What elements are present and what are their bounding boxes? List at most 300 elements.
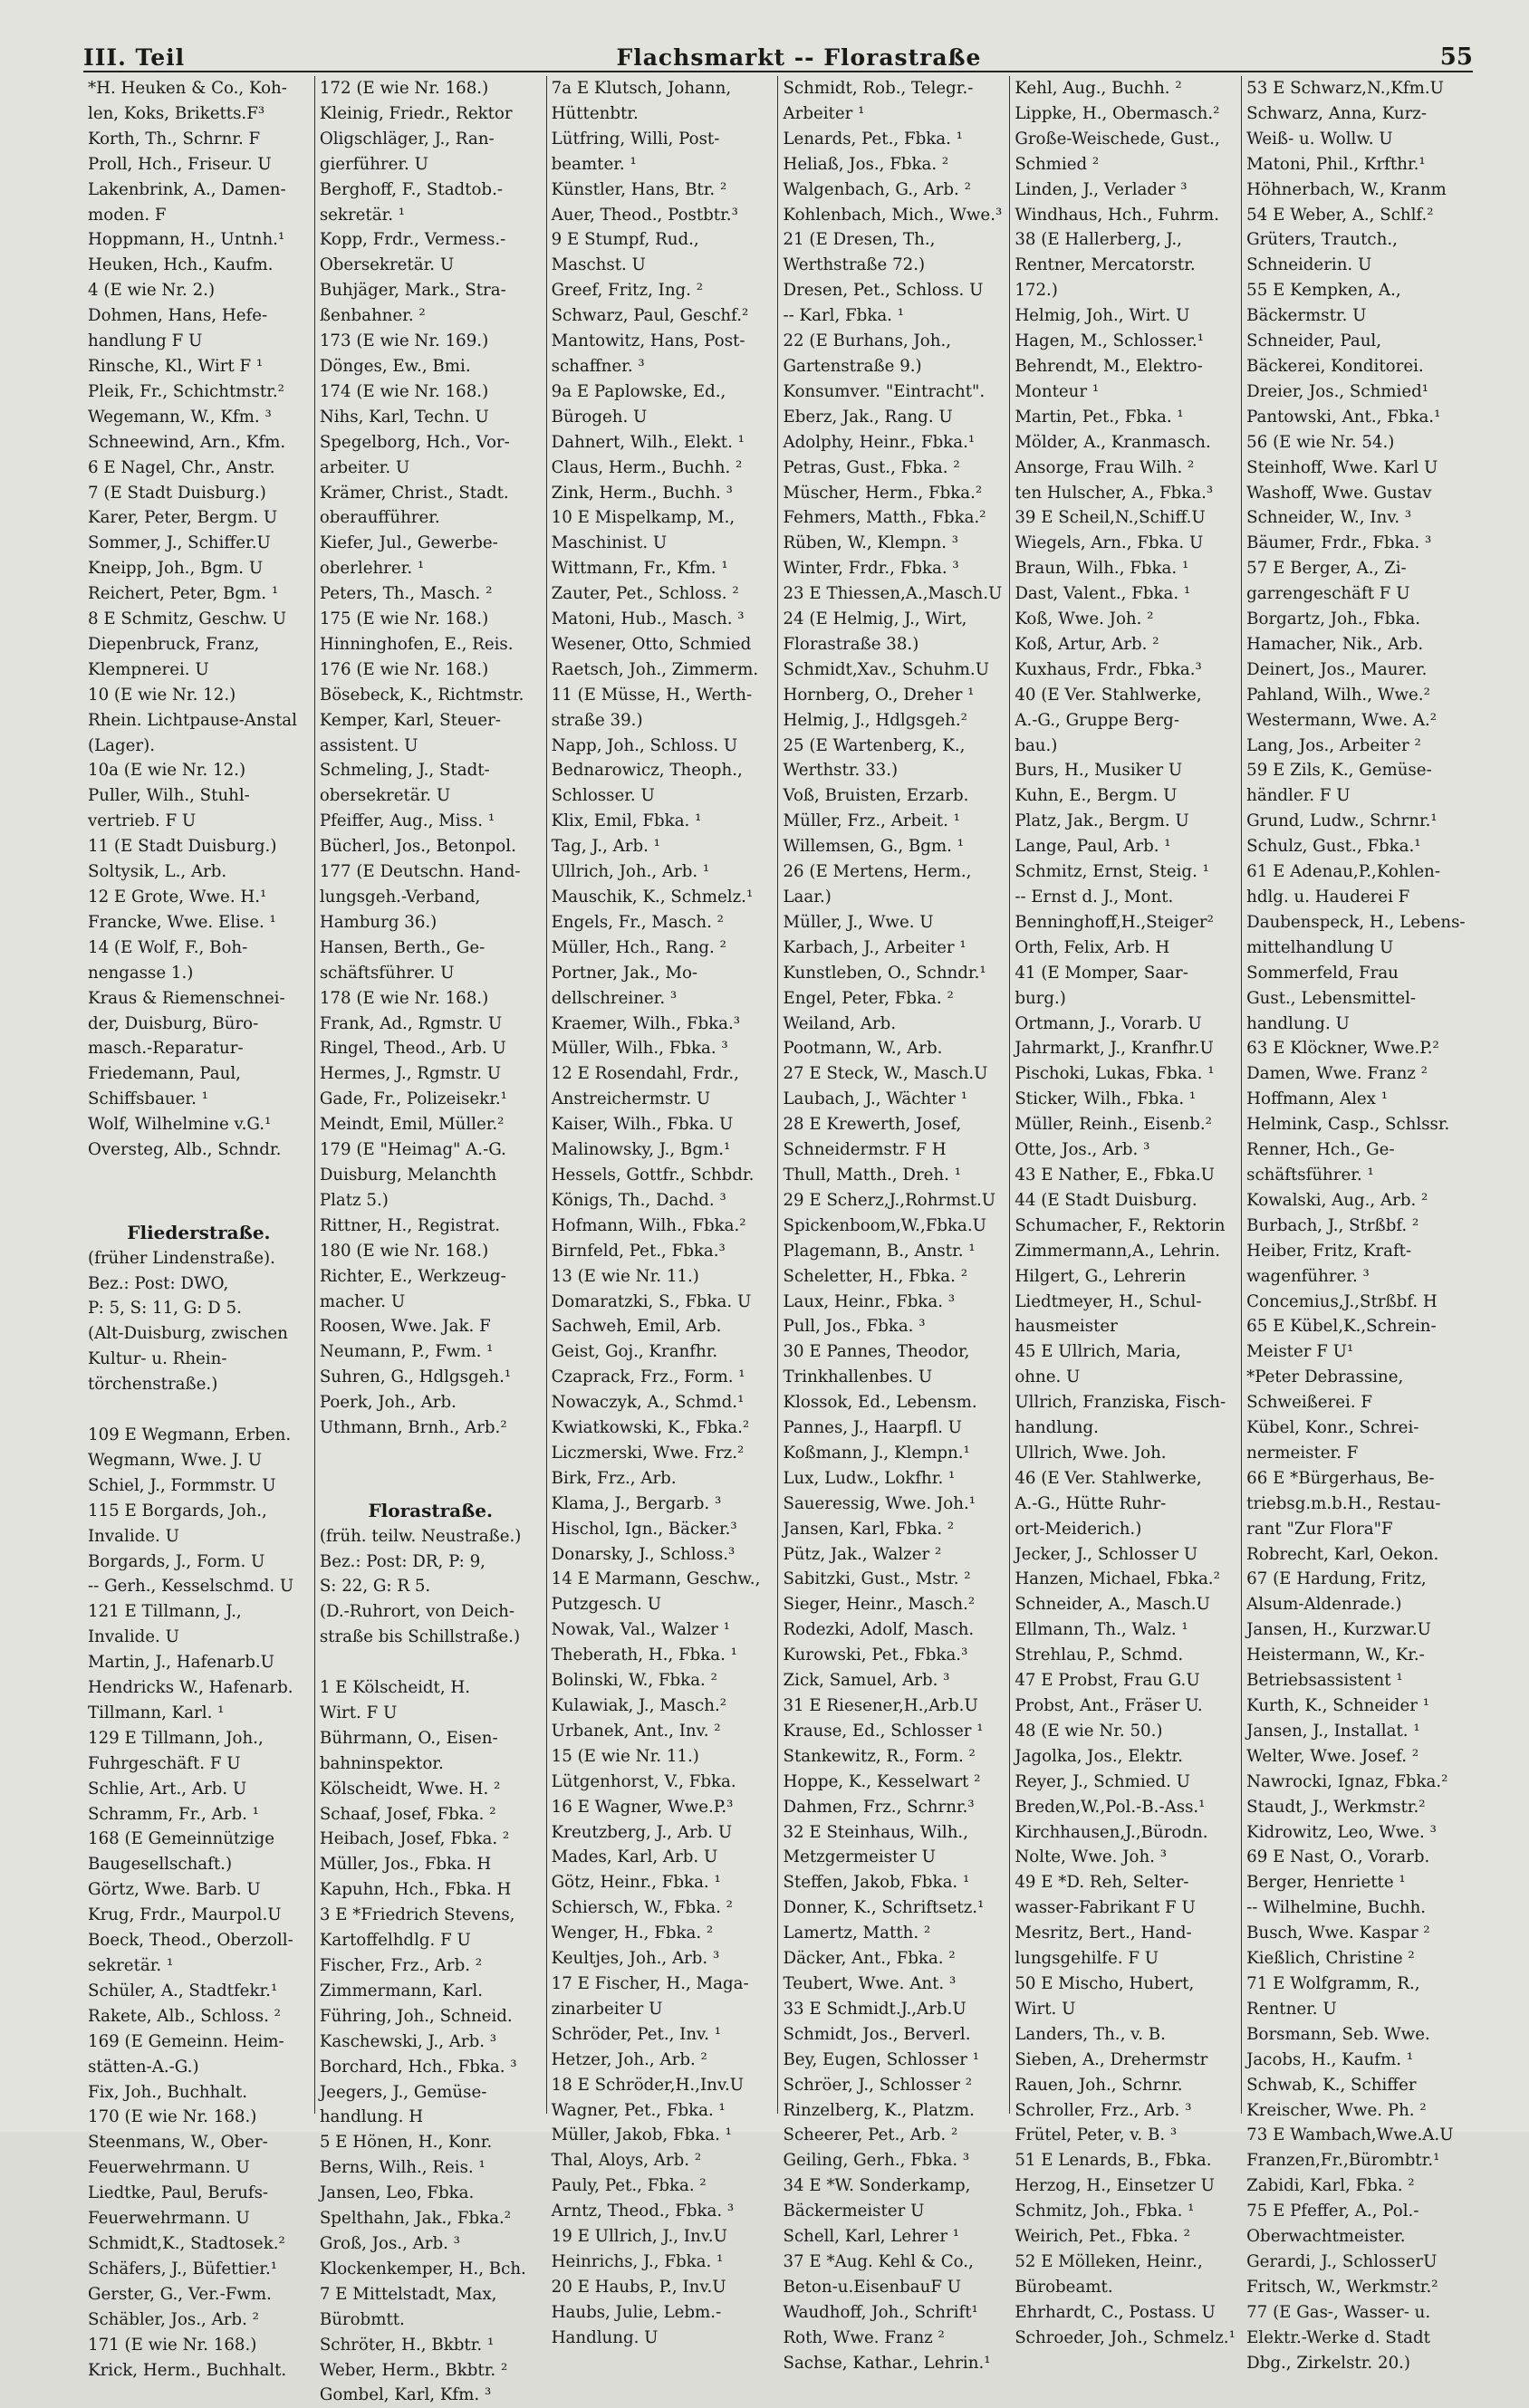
directory-line: Liedtmeyer, H., Schul- <box>1015 1291 1202 1311</box>
spacer-line <box>88 1397 310 1423</box>
directory-line: Wiegels, Arn., Fbka. U <box>1015 533 1204 553</box>
directory-line: 25 (E Wartenberg, K., <box>783 735 966 755</box>
directory-line: Scheletter, H., Fbka. ² <box>783 1266 968 1286</box>
directory-line: Schweißerei. F <box>1246 1393 1373 1413</box>
directory-line: Keultjes, Joh., Arb. ³ <box>551 1949 720 1969</box>
directory-line: Wenger, H., Fbka. ² <box>551 1924 714 1943</box>
directory-line: Nihs, Karl, Techn. U <box>319 407 489 427</box>
directory-line: Schmidt,Xav., Schuhm.U <box>783 659 990 679</box>
directory-line: Arbeiter ¹ <box>783 103 865 123</box>
directory-line: Rentner. U <box>1246 1999 1337 2019</box>
directory-line: Bücherl, Jos., Betonpol. <box>319 837 516 857</box>
directory-line: ohne. U <box>1015 1367 1081 1387</box>
directory-line: Ansorge, Frau Wilh. ² <box>1015 457 1195 477</box>
directory-line: Kulawiak, J., Masch.² <box>551 1696 727 1715</box>
directory-line: Kübel, Konr., Schrei- <box>1246 1418 1419 1438</box>
directory-line: Kehl, Aug., Buchh. ² <box>1015 79 1182 98</box>
directory-line: Bez.: Post: DR, P: 9, <box>319 1551 486 1571</box>
directory-line: Hinninghofen, E., Reis. <box>319 634 514 654</box>
directory-line: 45 E Ullrich, Maria, <box>1015 1342 1181 1362</box>
directory-line: straße 39.) <box>551 710 643 730</box>
spacer-line <box>320 1650 542 1675</box>
directory-line: Alsum-Aldenrade.) <box>1246 1595 1402 1615</box>
directory-line: Birnfeld, Pet., Fbka.³ <box>551 1241 726 1261</box>
directory-line: Müller, Hch., Rang. ² <box>551 937 726 957</box>
spacer-line <box>88 1188 310 1214</box>
directory-line: Staudt, J., Werkmstr.² <box>1246 1797 1426 1817</box>
directory-line: Lütfring, Willi, Post- <box>551 129 720 149</box>
directory-line: Laar.) <box>783 887 832 907</box>
directory-line: Schwarz, Paul, Geschf.² <box>551 306 749 326</box>
directory-line: 173 (E wie Nr. 169.) <box>319 331 489 351</box>
directory-line: 29 E Scherz,J.,Rohrmst.U <box>783 1190 996 1210</box>
directory-line: 48 (E wie Nr. 50.) <box>1015 1721 1163 1741</box>
directory-line: Helmig, Joh., Wirt. U <box>1015 306 1190 326</box>
directory-line: 31 E Riesener,H.,Arb.U <box>783 1696 978 1715</box>
directory-line: hausmeister <box>1015 1317 1118 1337</box>
directory-line: Roth, Wwe. Franz ² <box>783 2327 945 2347</box>
directory-line: Concemius,J.,Strßbf. H <box>1246 1291 1438 1311</box>
directory-line: Dast, Valent., Fbka. ¹ <box>1015 584 1191 604</box>
directory-line: Bührmann, O., Eisen- <box>319 1728 498 1748</box>
directory-line: -- Ernst d. J., Mont. <box>1015 887 1174 907</box>
directory-line: Sachse, Kathar., Lehrin.¹ <box>783 2353 991 2373</box>
directory-line: Lütgenhorst, V., Fbka. <box>551 1771 736 1791</box>
directory-line: 10a (E wie Nr. 12.) <box>88 761 246 781</box>
directory-line: Nawrocki, Ignaz, Fbka.² <box>1246 1771 1448 1791</box>
directory-line: Martin, J., Hafenarb.U <box>88 1653 274 1673</box>
directory-line: Bürobeamt. <box>1015 2277 1113 2297</box>
directory-line: Krick, Herm., Buchhalt. <box>88 2360 287 2380</box>
directory-line: Große-Weischede, Gust., <box>1015 129 1220 149</box>
directory-line: 172 (E wie Nr. 168.) <box>319 79 489 98</box>
directory-line: Hoppmann, H., Untnh.¹ <box>88 230 285 250</box>
directory-line: (Lager). <box>88 735 155 755</box>
directory-line: Wirt. U <box>1015 1999 1076 2019</box>
directory-line: Lamertz, Matth. ² <box>783 1924 931 1943</box>
directory-line: Ehrhardt, C., Postass. U <box>1015 2302 1216 2322</box>
directory-line: Haubs, Julie, Lebm.- <box>551 2302 722 2322</box>
directory-line: 11 (E Stadt Duisburg.) <box>88 837 277 857</box>
directory-line: 18 E Schröder,H.,Inv.U <box>551 2075 745 2095</box>
directory-line: A.-G., Hütte Ruhr- <box>1015 1493 1167 1513</box>
directory-line: Franzen,Fr.,Bürombtr.¹ <box>1246 2151 1440 2171</box>
directory-line: Bäumer, Frdr., Fbka. ³ <box>1246 533 1432 553</box>
directory-line: Schiersch, W., Fbka. ² <box>551 1898 733 1918</box>
directory-line: Kölscheidt, Wwe. H. ² <box>319 1779 501 1799</box>
directory-line: Pütz, Jak., Walzer ² <box>783 1544 942 1564</box>
directory-line: 7 E Mittelstadt, Max, <box>319 2284 497 2304</box>
directory-line: Heliaß, Jos., Fbka. ² <box>783 154 949 174</box>
directory-line: Bednarowicz, Theoph., <box>551 761 743 781</box>
directory-line: Linden, J., Verlader ³ <box>1015 179 1188 199</box>
directory-line: Schramm, Fr., Arb. ¹ <box>88 1804 259 1824</box>
directory-line: Schäbler, Jos., Arb. ² <box>88 2309 259 2329</box>
directory-line: 51 E Lenards, B., Fbka. <box>1015 2151 1212 2171</box>
directory-line: Jansen, J., Installat. ¹ <box>1246 1721 1420 1741</box>
directory-line: Trinkhallenbes. U <box>783 1367 933 1387</box>
directory-line: Rinsche, Kl., Wirt F ¹ <box>88 356 264 376</box>
directory-line: Pull, Jos., Fbka. ³ <box>783 1317 926 1337</box>
directory-line: Zimmermann,A., Lehrin. <box>1015 1241 1221 1261</box>
directory-line: Kuxhaus, Frdr., Fbka.³ <box>1015 659 1202 679</box>
directory-line: 52 E Mölleken, Heinr., <box>1015 2251 1203 2271</box>
directory-line: Pootmann, W., Arb. <box>783 1039 943 1059</box>
directory-line: Führing, Joh., Schneid. <box>319 2006 513 2026</box>
directory-line: Müller, Wilh., Fbka. ³ <box>551 1039 728 1059</box>
directory-line: Duisburg, Melanchth <box>319 1165 497 1185</box>
directory-line: 12 E Grote, Wwe. H.¹ <box>88 887 267 907</box>
directory-line: Liczmerski, Wwe. Frz.² <box>551 1443 745 1463</box>
directory-line: Laubach, J., Wächter ¹ <box>783 1089 967 1109</box>
street-heading: Florastraße. <box>368 1499 493 1521</box>
directory-line: Hamacher, Nik., Arb. <box>1246 634 1424 654</box>
spacer-line <box>320 1441 542 1466</box>
directory-line: 180 (E wie Nr. 168.) <box>319 1241 489 1261</box>
directory-line: Gerardi, J., SchlosserU <box>1246 2251 1438 2271</box>
directory-line: Bolinski, W., Fbka. ² <box>551 1671 717 1691</box>
directory-line: Eberz, Jak., Rang. U <box>783 407 953 427</box>
directory-line: Hüttenbtr. <box>551 103 639 123</box>
directory-line: Grüters, Trautch., <box>1246 230 1398 250</box>
directory-line: 66 E *Bürgerhaus, Be- <box>1246 1468 1435 1488</box>
directory-line: Platz 5.) <box>319 1190 389 1210</box>
directory-line: Königs, Th., Dachd. ³ <box>551 1190 726 1210</box>
directory-line: Hamburg 36.) <box>319 912 438 932</box>
directory-line: 27 E Steck, W., Masch.U <box>783 1064 988 1084</box>
directory-line: Götz, Heinr., Fbka. ¹ <box>551 1873 721 1893</box>
directory-line: 4 (E wie Nr. 2.) <box>88 281 216 301</box>
directory-line: 115 E Borgards, Joh., <box>88 1501 267 1521</box>
directory-line: 12 E Rosendahl, Frdr., <box>551 1064 739 1084</box>
directory-line: Claus, Herm., Buchh. ² <box>551 457 743 477</box>
directory-line: vertrieb. F U <box>88 811 197 831</box>
directory-column-1 <box>83 76 315 2380</box>
directory-line: 9a E Paplowske, Ed., <box>551 381 726 401</box>
directory-line: 170 (E wie Nr. 168.) <box>88 2107 257 2127</box>
directory-line: Matoni, Hub., Masch. ³ <box>551 609 745 629</box>
directory-line: Fuhrgeschäft. F U <box>88 1753 241 1773</box>
directory-line: Grund, Ludw., Schrnr.¹ <box>1246 811 1438 831</box>
directory-line: Engel, Peter, Fbka. ² <box>783 988 954 1008</box>
directory-column-6 <box>1242 76 1473 2373</box>
directory-line: Neumann, P., Fwm. ¹ <box>319 1342 494 1362</box>
directory-line: 7a E Klutsch, Johann, <box>551 79 732 98</box>
directory-line: Pfeiffer, Aug., Miss. ¹ <box>319 811 495 831</box>
directory-line: Willemsen, G., Bgm. ¹ <box>783 837 965 857</box>
directory-line: Napp, Joh., Schloss. U <box>551 735 738 755</box>
directory-line: 77 (E Gas-, Wasser- u. <box>1246 2302 1431 2322</box>
directory-line: Hessels, Gottfr., Schbdr. <box>551 1165 755 1185</box>
directory-line: Dbg., Zirkelstr. 20.) <box>1246 2353 1411 2373</box>
directory-line: Gade, Fr., Polizeisekr.¹ <box>319 1089 507 1109</box>
directory-line: Jagolka, Jos., Elektr. <box>1015 1746 1183 1766</box>
directory-line: Helmink, Casp., Schlssr. <box>1246 1115 1450 1135</box>
directory-line: Schmitz, Joh., Fbka. ¹ <box>1015 2202 1195 2221</box>
directory-line: Schneewind, Arn., Kfm. <box>88 432 286 452</box>
directory-line: Hetzer, Joh., Arb. ² <box>551 2049 707 2069</box>
directory-line: A.-G., Gruppe Berg- <box>1015 710 1179 730</box>
directory-line: Schlie, Art., Arb. U <box>88 1779 247 1799</box>
directory-line: Schröder, Pet., Inv. ¹ <box>551 2024 722 2044</box>
directory-line: Schiel, J., Formmstr. U <box>88 1475 276 1495</box>
directory-line: handlung. <box>1015 1418 1099 1438</box>
directory-line: Poerk, Joh., Arb. <box>319 1393 457 1413</box>
directory-line: Monteur ¹ <box>1015 381 1100 401</box>
directory-line: Plagemann, B., Anstr. ¹ <box>783 1241 976 1261</box>
directory-line: 10 (E wie Nr. 12.) <box>88 685 236 705</box>
directory-line: moden. F <box>88 205 167 225</box>
directory-line: Jansen, H., Kurzwar.U <box>1246 1620 1431 1640</box>
directory-line: Rittner, H., Registrat. <box>319 1215 501 1235</box>
directory-line: Petras, Gust., Fbka. ² <box>783 457 960 477</box>
directory-line: Kemper, Karl, Steuer- <box>319 710 501 730</box>
directory-line: törchenstraße.) <box>88 1375 218 1395</box>
street-range-title: Flachsmarkt -- Florastraße <box>616 44 982 71</box>
directory-line: Heiber, Fritz, Kraft- <box>1246 1241 1412 1261</box>
directory-line: macher. U <box>319 1291 406 1311</box>
directory-line: garrengeschäft F U <box>1246 584 1410 604</box>
directory-line: 26 (E Mertens, Herm., <box>783 862 972 882</box>
directory-column-4 <box>778 76 1010 2373</box>
directory-line: Breden,W.,Pol.-B.-Ass.¹ <box>1015 1797 1206 1817</box>
directory-line: Arntz, Theod., Fbka. ³ <box>551 2202 735 2221</box>
directory-line: Kultur- u. Rhein- <box>88 1349 227 1369</box>
directory-line: 71 E Wolfgramm, R., <box>1246 1973 1420 1993</box>
directory-line: Ullrich, Joh., Arb. ¹ <box>551 862 710 882</box>
directory-line: Lenards, Pet., Fbka. ¹ <box>783 129 963 149</box>
directory-line: Koß, Wwe. Joh. ² <box>1015 609 1154 629</box>
directory-line: Kraus & Riemenschnei- <box>88 988 285 1008</box>
directory-line: Nowak, Val., Walzer ¹ <box>551 1620 730 1640</box>
directory-line: Winter, Frdr., Fbka. ³ <box>783 559 959 579</box>
directory-line: len, Koks, Briketts.F³ <box>88 103 265 123</box>
directory-line: Kaiser, Wilh., Fbka. U <box>551 1115 734 1135</box>
directory-line: Frütel, Peter, v. B. ³ <box>1015 2125 1178 2145</box>
directory-line: 53 E Schwarz,N.,Kfm.U <box>1246 79 1444 98</box>
directory-line: Deinert, Jos., Maurer. <box>1246 659 1428 679</box>
directory-line: burg.) <box>1015 988 1066 1008</box>
directory-line: Dahmen, Frz., Schrnr.³ <box>783 1797 975 1817</box>
directory-line: handlung F U <box>88 331 203 351</box>
directory-line: Weirich, Pet., Fbka. ² <box>1015 2227 1190 2247</box>
directory-line: Klama, J., Bergarb. ³ <box>551 1493 722 1513</box>
directory-line: mittelhandlung U <box>1246 937 1394 957</box>
directory-line: Groß, Jos., Arb. ³ <box>319 2233 460 2253</box>
directory-line: Lang, Jos., Arbeiter ² <box>1246 735 1421 755</box>
directory-line: Berns, Wilh., Reis. ¹ <box>319 2158 486 2178</box>
directory-line: Oberwachtmeister. <box>1246 2227 1406 2247</box>
directory-line: Tag, J., Arb. ¹ <box>551 837 660 857</box>
directory-line: Burbach, J., Strßbf. ² <box>1246 1215 1419 1235</box>
directory-line: Maschst. U <box>551 255 646 275</box>
directory-line: Thull, Matth., Dreh. ¹ <box>783 1165 961 1185</box>
directory-line: Hagen, M., Schlosser.¹ <box>1015 331 1204 351</box>
directory-line: Otte, Jos., Arb. ³ <box>1015 1140 1150 1160</box>
directory-line: Schwarz, Anna, Kurz- <box>1246 103 1428 123</box>
directory-line: 44 (E Stadt Duisburg. <box>1015 1190 1197 1210</box>
directory-line: Bösebeck, K., Richtmstr. <box>319 685 524 705</box>
directory-line: Friedemann, Paul, <box>88 1064 241 1084</box>
directory-line: 168 (E Gemeinnützige <box>88 1829 275 1849</box>
directory-line: 6 E Nagel, Chr., Anstr. <box>88 457 275 477</box>
directory-line: Sabitzki, Gust., Mstr. ² <box>783 1569 971 1589</box>
directory-line: Werthstraße 72.) <box>783 255 926 275</box>
directory-line: Schäfers, J., Büfettier.¹ <box>88 2259 278 2278</box>
directory-line: Dahnert, Wilh., Elekt. ¹ <box>551 432 745 452</box>
directory-line: handlung. H <box>319 2107 424 2127</box>
directory-line: schäftsführer. ¹ <box>1246 1165 1374 1185</box>
directory-line: Rauen, Joh., Schrnr. <box>1015 2075 1183 2095</box>
directory-line: Meindt, Emil, Müller.² <box>319 1115 505 1135</box>
directory-line: Klix, Emil, Fbka. ¹ <box>551 811 702 831</box>
directory-line: Domaratzki, S., Fbka. U <box>551 1291 752 1311</box>
directory-line: Schroeder, Joh., Schmelz.¹ <box>1015 2327 1236 2347</box>
directory-line: Dönges, Ew., Bmi. <box>319 356 471 376</box>
directory-line: Kowalski, Aug., Arb. ² <box>1246 1190 1428 1210</box>
directory-line: Hendricks W., Hafenarb. <box>88 1678 293 1698</box>
directory-line: Handlung. U <box>551 2327 659 2347</box>
directory-line: Müller, Jos., Fbka. H <box>319 1855 492 1875</box>
directory-line: 172.) <box>1015 281 1058 301</box>
directory-line: Portner, Jak., Mo- <box>551 963 698 983</box>
directory-line: Schneider, W., Inv. ³ <box>1246 508 1412 528</box>
directory-line: Weber, Herm., Bkbtr. ² <box>319 2360 508 2380</box>
directory-line: Pleik, Fr., Schichtmstr.² <box>88 381 284 401</box>
directory-line: ßenbahner. ² <box>319 306 426 326</box>
directory-line: Donarsky, J., Schloss.³ <box>551 1544 736 1564</box>
directory-line: Geist, Goj., Kranfhr. <box>551 1342 718 1362</box>
directory-line: Benninghoff,H.,Steiger² <box>1015 912 1214 932</box>
directory-line: Bäckermstr. U <box>1246 306 1367 326</box>
directory-line: Baugesellschaft.) <box>88 1855 233 1875</box>
directory-line: Spelthahn, Jak., Fbka.² <box>319 2209 512 2229</box>
directory-line: 73 E Wambach,Wwe.A.U <box>1246 2125 1454 2145</box>
page-number: 55 <box>1439 43 1473 71</box>
directory-line: 121 E Tillmann, J., <box>88 1602 242 1622</box>
directory-line: 14 (E Wolf, F., Boh- <box>88 937 248 957</box>
directory-line: Konsumver. "Eintracht". <box>783 381 986 401</box>
directory-line: Bez.: Post: DWO, <box>88 1273 229 1293</box>
directory-line: Diepenbruck, Franz, <box>88 634 260 654</box>
directory-line: Pantowski, Ant., Fbka.¹ <box>1246 407 1441 427</box>
directory-line: Beton-u.EisenbauF U <box>783 2277 962 2297</box>
directory-line: Florastraße 38.) <box>783 634 919 654</box>
directory-line: 38 (E Hallerberg, J., <box>1015 230 1182 250</box>
directory-column-2 <box>315 76 547 2405</box>
directory-line: Heibach, Josef, Fbka. ² <box>319 1829 510 1849</box>
directory-line: Kuhn, E., Bergm. U <box>1015 786 1178 806</box>
directory-line: Karbach, J., Arbeiter ¹ <box>783 937 966 957</box>
directory-line: 56 (E wie Nr. 54.) <box>1246 432 1395 452</box>
directory-line: Steffen, Jakob, Fbka. ¹ <box>783 1873 970 1893</box>
directory-line: Schaaf, Josef, Fbka. ² <box>319 1804 496 1824</box>
directory-line: Landers, Th., v. B. <box>1015 2024 1166 2044</box>
directory-line: Theberath, H., Fbka. ¹ <box>551 1645 737 1665</box>
directory-line: Reichert, Peter, Bgm. ¹ <box>88 584 279 604</box>
directory-line: Fritsch, W., Werkmstr.² <box>1246 2277 1438 2297</box>
directory-line: Thal, Aloys, Arb. ² <box>551 2151 702 2171</box>
directory-line: Rentner, Mercatorstr. <box>1015 255 1196 275</box>
directory-line: Kneipp, Joh., Bgm. U <box>88 559 264 579</box>
directory-line: Mantowitz, Hans, Post- <box>551 331 745 351</box>
directory-line: Bäckermeister U <box>783 2202 925 2221</box>
directory-line: zinarbeiter U <box>551 1999 663 2019</box>
directory-line: Metzgermeister U <box>783 1847 936 1867</box>
directory-line: Boeck, Theod., Oberzoll- <box>88 1931 293 1951</box>
directory-line: Czaprack, Frz., Form. ¹ <box>551 1367 745 1387</box>
directory-line: Spegelborg, Hch., Vor- <box>319 432 510 452</box>
directory-line: schäftsführer. U <box>319 963 455 983</box>
directory-line: 47 E Probst, Frau G.U <box>1015 1671 1200 1691</box>
directory-line: Malinowsky, J., Bgm.¹ <box>551 1140 731 1160</box>
directory-line: Berghoff, F., Stadtob.- <box>319 179 504 199</box>
directory-line: 43 E Nather, E., Fbka.U <box>1015 1165 1215 1185</box>
directory-line: Kießlich, Christine ² <box>1246 1949 1415 1969</box>
directory-line: *H. Heuken & Co., Koh- <box>88 79 287 98</box>
directory-line: Müscher, Herm., Fbka.² <box>783 483 983 503</box>
directory-line: Suhren, G., Hdlgsgeh.¹ <box>319 1367 512 1387</box>
directory-line: 169 (E Gemeinn. Heim- <box>88 2031 284 2051</box>
directory-line: Kohlenbach, Mich., Wwe.³ <box>783 205 1003 225</box>
directory-line: Koßmann, J., Klempn.¹ <box>783 1443 970 1463</box>
directory-line: Roosen, Wwe. Jak. F <box>319 1317 491 1337</box>
directory-line: Schmidt, Jos., Berverl. <box>783 2024 971 2044</box>
directory-line: Sachweh, Emil, Arb. <box>551 1317 722 1337</box>
directory-line: Klockenkemper, H., Bch. <box>319 2259 526 2278</box>
directory-line: Krämer, Christ., Stadt. <box>319 483 509 503</box>
directory-line: Borgards, J., Form. U <box>88 1551 265 1571</box>
directory-line: Uthmann, Brnh., Arb.² <box>319 1418 507 1438</box>
directory-line: Dohmen, Hans, Hefe- <box>88 306 268 326</box>
directory-line: Zauter, Pet., Schloss. ² <box>551 584 739 604</box>
directory-line: Klossok, Ed., Lebensm. <box>783 1393 977 1413</box>
directory-line: Rinzelberg, K., Platzm. <box>783 2100 975 2120</box>
directory-line: bau.) <box>1015 735 1058 755</box>
directory-line: Berger, Henriette ¹ <box>1246 1873 1406 1893</box>
directory-line: 23 E Thiessen,A.,Masch.U <box>783 584 1003 604</box>
directory-line: Hischol, Ign., Bäcker.³ <box>551 1519 737 1539</box>
directory-line: 32 E Steinhaus, Wilh., <box>783 1822 968 1842</box>
directory-line: 171 (E wie Nr. 168.) <box>88 2335 257 2355</box>
directory-line: stätten-A.-G.) <box>88 2057 199 2077</box>
directory-line: Peters, Th., Masch. ² <box>319 584 493 604</box>
directory-line: S: 22, G: R 5. <box>319 1577 431 1597</box>
directory-line: Pahland, Wilh., Wwe.² <box>1246 685 1430 705</box>
directory-line: Fix, Joh., Buchhalt. <box>88 2082 247 2102</box>
directory-line: Schmidt,K., Stadtosek.² <box>88 2233 285 2253</box>
directory-line: Tillmann, Karl. ¹ <box>88 1703 225 1722</box>
directory-line: Künstler, Hans, Btr. ² <box>551 179 727 199</box>
directory-line: Ullrich, Franziska, Fisch- <box>1015 1393 1226 1413</box>
directory-line: 67 (E Hardung, Fritz, <box>1246 1569 1427 1589</box>
directory-line: 8 E Schmitz, Geschw. U <box>88 609 287 629</box>
directory-line: (früh. teilw. Neustraße.) <box>319 1526 522 1546</box>
directory-line: 13 (E wie Nr. 11.) <box>551 1266 699 1286</box>
directory-line: dellschreiner. ³ <box>551 988 678 1008</box>
directory-line: Oversteg, Alb., Schndr. <box>88 1140 282 1160</box>
directory-line: Donner, K., Schriftsetz.¹ <box>783 1898 985 1918</box>
directory-line: Ortmann, J., Vorarb. U <box>1015 1013 1202 1033</box>
directory-line: 55 E Kempken, A., <box>1246 281 1401 301</box>
directory-line: 1 E Kölscheidt, H. <box>319 1678 471 1698</box>
directory-line: Teubert, Wwe. Ant. ³ <box>783 1973 957 1993</box>
directory-line: 69 E Nast, O., Vorarb. <box>1246 1847 1430 1867</box>
directory-line: Jacobs, H., Kaufm. ¹ <box>1246 2049 1414 2069</box>
directory-line: Koß, Artur, Arb. ² <box>1015 634 1159 654</box>
directory-line: Lux, Ludw., Lokfhr. ¹ <box>783 1468 956 1488</box>
directory-line: Feuerwehrmann. U <box>88 2158 250 2178</box>
